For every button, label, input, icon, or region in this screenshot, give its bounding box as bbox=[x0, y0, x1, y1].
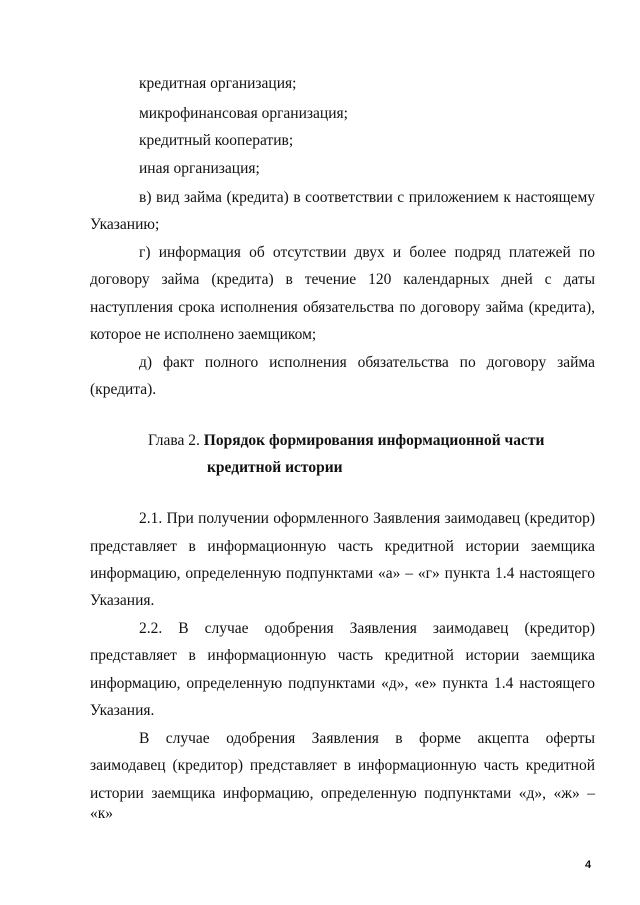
paragraph-v-line: Указанию; bbox=[90, 216, 160, 233]
chapter-title-line2: кредитной истории bbox=[207, 459, 343, 476]
section-2-2-line: 2.2. В случае одобрения Заявления заимодавец (кредитор) bbox=[139, 620, 595, 637]
paragraph-g-line: наступления срока исполнения обязательства по договору займа (кредита), bbox=[90, 299, 595, 316]
paragraph-g-line: г) информация об отсутствии двух и более подряд платежей по bbox=[139, 244, 595, 261]
page-number: 4 bbox=[585, 859, 592, 871]
section-2-1-line: Указания. bbox=[90, 592, 155, 609]
chapter-title: Порядок формирования информационной части bbox=[203, 432, 545, 449]
section-2-2-line: информацию, определенную подпунктами «д», «е» пункта 1.4 настоящего bbox=[90, 675, 595, 692]
list-item: иная организация; bbox=[139, 160, 260, 177]
paragraph-g-line: договору займа (кредита) в течение 120 календарных дней с даты bbox=[90, 271, 595, 288]
chapter-prefix: Глава 2. bbox=[148, 432, 200, 449]
section-2-2-line: Указания. bbox=[90, 702, 155, 719]
list-item: кредитная организация; bbox=[139, 75, 297, 92]
paragraph-d-line: д) факт полного исполнения обязательства по договору займа bbox=[139, 354, 595, 371]
acceptance-paragraph-line: заимодавец (кредитор) представляет в информационную часть кредитной bbox=[90, 757, 595, 774]
list-item: микрофинансовая организация; bbox=[139, 105, 348, 122]
section-2-1-line: представляет в информационную часть кредитной истории заемщика bbox=[90, 538, 595, 555]
section-2-1-line: 2.1. При получении оформленного Заявления заимодавец (кредитор) bbox=[139, 510, 595, 527]
paragraph-d-line: (кредита). bbox=[90, 381, 157, 398]
chapter-heading bbox=[148, 431, 544, 451]
paragraph-v-line: в) вид займа (кредита) в соответствии с приложением к настоящему bbox=[139, 189, 595, 206]
paragraph-g-line: которое не исполнено заемщиком; bbox=[90, 326, 317, 343]
section-2-1-line: информацию, определенную подпунктами «а» – «г» пункта 1.4 настоящего bbox=[90, 565, 595, 582]
list-item: кредитный кооператив; bbox=[139, 132, 294, 149]
section-2-2-line: представляет в информационную часть кредитной истории заемщика bbox=[90, 647, 595, 664]
acceptance-paragraph-line: В случае одобрения Заявления в форме акцепта оферты bbox=[139, 730, 595, 747]
acceptance-paragraph-line: истории заемщика информацию, определенную подпунктами «д», «ж» – «к» bbox=[90, 785, 595, 822]
